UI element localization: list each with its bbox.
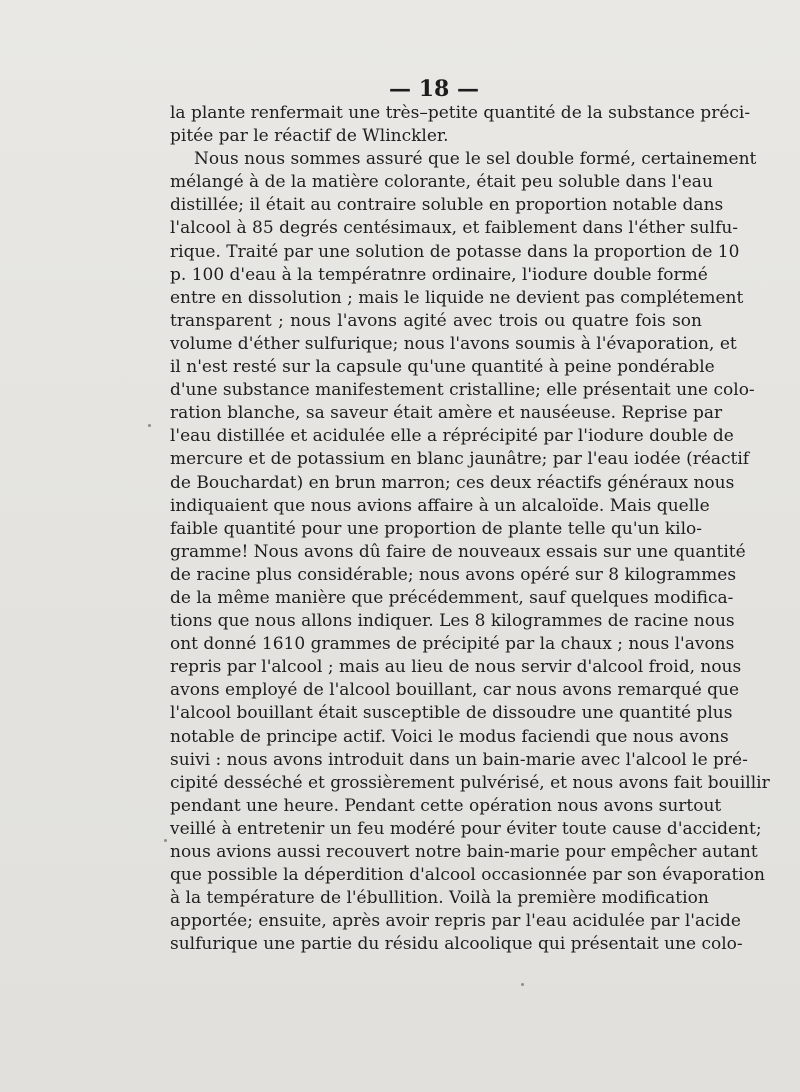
text-line: l'alcool bouillant était susceptible de dissoudre une quantité plus	[170, 703, 733, 724]
text-line: p. 100 d'eau à la températnre ordinaire, l'iodure double formé	[170, 264, 708, 285]
text-line: mercure et de potassium en blanc jaunâtre; par l'eau iodée (réactif	[170, 449, 750, 470]
text-line: ration blanche, sa saveur était amère et nauséeuse. Reprise par	[170, 403, 723, 424]
text-line: d'une substance manifestement cristalline; elle présentait une colo-	[170, 380, 755, 401]
text-line: entre en dissolution ; mais le liquide ne devient pas complétement	[170, 287, 744, 308]
text-line: avons employé de l'alcool bouillant, car nous avons remarqué que	[170, 680, 740, 701]
ink-speck	[521, 983, 524, 986]
text-line: cipité desséché et grossièrement pulvérisé, et nous avons fait bouillir	[170, 772, 770, 793]
text-line: pendant une heure. Pendant cette opération nous avons surtout	[170, 795, 722, 816]
text-line: transparent ; nous l'avons agité avec trois ou quatre fois son	[170, 310, 702, 331]
text-line: à la température de l'ébullition. Voilà la première modification	[170, 888, 709, 909]
page-number: — 18 —	[389, 76, 479, 102]
text-line: l'alcool à 85 degrés centésimaux, et faiblement dans l'éther sulfu-	[170, 218, 739, 239]
text-line: repris par l'alcool ; mais au lieu de nous servir d'alcool froid, nous	[170, 657, 742, 678]
text-line: tions que nous allons indiquer. Les 8 kilogrammes de racine nous	[170, 611, 735, 632]
text-line: apportée; ensuite, après avoir repris par l'eau acidulée par l'acide	[170, 911, 741, 932]
text-line: indiquaient que nous avions affaire à un alcaloïde. Mais quelle	[170, 495, 710, 516]
text-line: pitée par le réactif de Wlinckler.	[170, 126, 449, 147]
text-line: de racine plus considérable; nous avons opéré sur 8 kilogrammes	[170, 564, 737, 585]
text-line: nous avions aussi recouvert notre bain-marie pour empêcher autant	[170, 842, 758, 862]
text-line: volume d'éther sulfurique; nous l'avons soumis à l'évaporation, et	[170, 333, 737, 354]
ink-speck	[164, 839, 167, 842]
text-line: notable de principe actif. Voici le modus faciendi que nous avons	[170, 726, 729, 747]
text-line: distillée; il était au contraire soluble en proportion notable dans	[170, 195, 724, 216]
text-line: sulfurique une partie du résidu alcoolique qui présentait une colo-	[170, 934, 743, 955]
text-line: l'eau distillée et acidulée elle a réprécipité par l'iodure double de	[170, 426, 734, 447]
text-line: ont donné 1610 grammes de précipité par la chaux ; nous l'avons	[170, 634, 735, 655]
body-text	[170, 102, 770, 956]
text-line: de Bouchardat) en brun marron; ces deux réactifs généraux nous	[170, 472, 735, 493]
ink-speck	[148, 424, 151, 427]
text-line: il n'est resté sur la capsule qu'une quantité à peine pondérable	[170, 357, 715, 378]
text-line: veillé à entretenir un feu modéré pour éviter toute cause d'accident;	[170, 818, 762, 839]
text-line: que possible la déperdition d'alcool occasionnée par son évaporation	[170, 865, 765, 886]
text-line: mélangé à de la matière colorante, était peu soluble dans l'eau	[170, 172, 713, 193]
text-line: faible quantité pour une proportion de plante telle qu'un kilo-	[170, 518, 702, 539]
text-line: la plante renfermait une très–petite quantité de la substance préci-	[170, 103, 751, 123]
text-line: de la même manière que précédemment, sauf quelques modifica-	[170, 587, 734, 608]
text-line: Nous nous sommes assuré que le sel double formé, certainement	[194, 149, 757, 170]
text-line: rique. Traité par une solution de potasse dans la proportion de 10	[170, 241, 740, 262]
text-line: suivi : nous avons introduit dans un bain-marie avec l'alcool le pré-	[170, 749, 748, 770]
text-line: gramme! Nous avons dû faire de nouveaux essais sur une quantité	[170, 541, 746, 562]
